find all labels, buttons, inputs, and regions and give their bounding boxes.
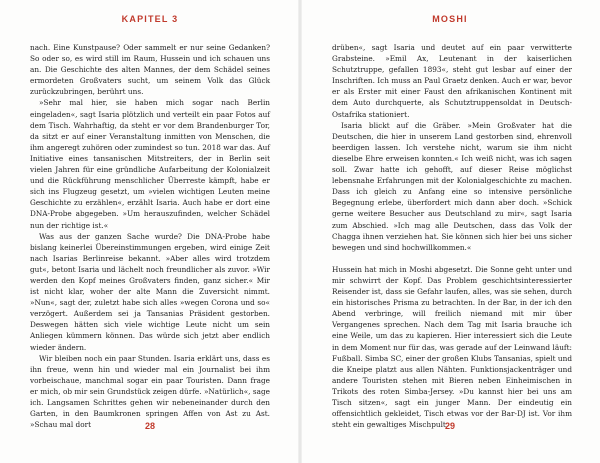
running-header-left: KAPITEL 3 (121, 14, 179, 24)
paragraph: drüben«, sagt Isaria und deutet auf ein paar verwitterte Grabsteine. »Emil Ax, Leutenant in der kaiserlichen Schutztruppe, gefallen 1893«, steht gut lesbar auf einer der Inschriften. Ich muss an Paul Graetz denken. Auch er war, bevor er als Erster mit einer Faust den afrikanischen Kontinent mit dem Auto durchquerte, als Schutztruppensoldat in Deutsch-Ostafrika stationiert. (332, 43, 572, 119)
paragraph: nach. Eine Kunstpause? Oder sammelt er nur seine Gedanken? So oder so, es wird still im Raum, Hussein und ich schauen uns an. Die Geschichte des alten Mannes, der dem Schädel seines ermordeten Großvaters sucht, um seinem Volk das Glück zurückzubringen, berührt uns. (30, 43, 270, 97)
page-number-right: 29 (444, 421, 455, 431)
right-page-body (332, 42, 572, 430)
paragraph: Hussein hat mich in Moshi abgesetzt. Die Sonne geht unter und mir schwirrt der Kopf. Das Problem geschichtsinteressierter Reisender ist, dass sie Gefahr laufen, alles, was sie sehen, durch ein historisches Prisma zu betrachten. In der Bar, in der ich den Abend verbringe, will freilich niemand mit mir über Vergangenes sprechen. Nach dem Tag mit Isaria brauche ich eine Weile, um das zu kapieren. Hier interessiert sich die Leute in dem Moment nur für das, was gerade auf der Leinwand läuft: Fußball. Simba SC, einer der großen Klubs Tansanias, spielt und die Kneipe platzt aus allen Nähten. Funktionsjackenträger und andere Touristen stehen mit Bieren neben Einheimischen in Trikots des roten Simba-Jersey. »Du kannst hier bei uns am Tisch sitzen«, sagt ein junger Mann. Der eindeutig ein offensichtlich gekleidet, Tisch etwas vor der Bar-DJ ist. Vor ihm steht ein gewaltiges Mischpult. (332, 264, 572, 430)
page-number-left: 28 (144, 421, 155, 431)
paragraph: Was aus der ganzen Sache wurde? Die DNA-Probe habe bislang keinerlei Übereinstimmungen ergeben, wird einige Zeit nach Isarias Berlinreise bekannt. »Aber alles wird trotzdem gut«, betont Isaria und lächelt noch freundlicher als zuvor. »Wir werden den Kopf meines Großvaters finden, ganz sicher.« Mir ist nicht klar, woher der alte Mann die Zuversicht nimmt. »Nun«, sagt der, zuletzt habe sich alles »wegen Corona und so« verzögert. Außerdem sei ja Tansanias Präsident gestorben. Deswegen hätten sich viele wichtige Leute nicht um sein Anliegen kümmern können. Das würde sich jetzt aber endlich wieder ändern. (30, 231, 270, 352)
paragraph: Wir bleiben noch ein paar Stunden. Isaria erklärt uns, dass es ihn freue, wenn hin und wieder mal ein Journalist bei ihm vorbeischaue, manchmal sogar ein paar Touristen. Dann frage er mich, ob mir sein Grundstück zeigen dürfe. »Natürlich«, sage ich. Langsamen Schrittes gehen wir nebeneinander durch den Garten, in den Baumkronen springen Affen von Ast zu Ast. »Schau mal dort (30, 353, 270, 430)
running-header-right: MOSHI (432, 14, 468, 24)
paragraph: »Sehr mal hier, sie haben mich sogar nach Berlin eingeladen«, sagt Isaria plötzlich und verteilt ein paar Fotos auf dem Tisch. Wahrhaftig, da steht er vor dem Brandenburger Tor, da sitzt er auf einer Veranstaltung inmitten von Menschen, die ihm angeregt zuhören oder zumindest so tun. 2018 war das. Auf Initiative eines tansanischen Mitstreiters, der in Berlin seit vielen Jahren für eine gründliche Aufarbeitung der Kolonialzeit und die Rückführung menschlicher Überreste kämpft, habe er sich ins Flugzeug gesetzt, um »vielen wichtigen Leuten meine Geschichte zu erzählen«, erzählt Isaria. Auch habe er dort eine DNA-Probe abgegeben. »Um herauszufinden, welcher Schädel nun der richtige ist.« (30, 98, 270, 230)
left-page-body (30, 42, 270, 430)
right-page (300, 0, 600, 463)
paragraph: Isaria blickt auf die Gräber. »Mein Großvater hat die Deutschen, die hier in unserem Land gestorben sind, ehrenvoll beerdigen lassen. Ich verstehe nicht, warum sie ihm nicht dieselbe Ehre erweisen konnten.« Ich weiß nicht, was ich sagen soll. Zwar hatte ich gehofft, auf dieser Reise möglichst lebensnahe Erfahrungen mit der Kolonialgeschichte zu machen. Dass ich gleich zu Anfang eine so intensive persönliche Begegnung erlebe, überfordert mich dann aber doch. »Schick gerne weitere Besucher aus Deutschland zu mir«, sagt Isaria zum Abschied. »Ich mag alle Deutschen, dass das Volk der Chagga ihnen verziehen hat. Sie können sich hier bei uns sicher bewegen und sind hochwillkommen.« (332, 120, 572, 252)
